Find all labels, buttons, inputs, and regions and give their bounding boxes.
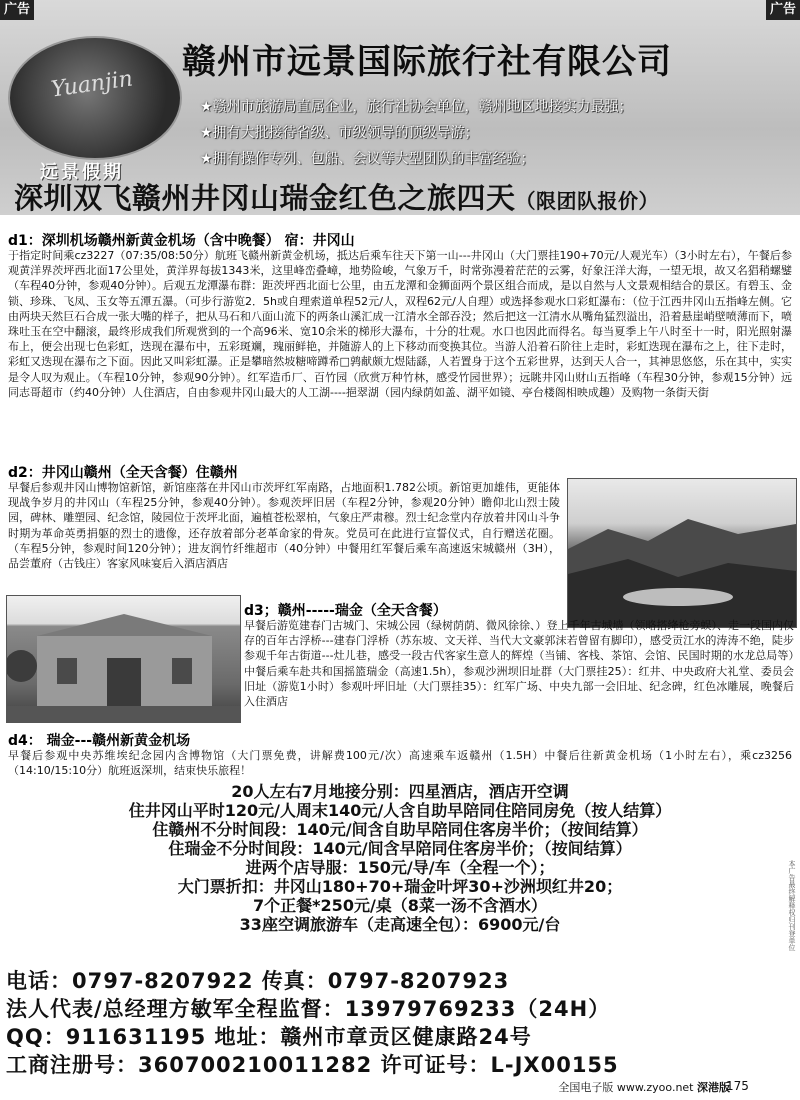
tour-title (14, 176, 659, 217)
footer-edition (558, 1079, 730, 1095)
price-line-4: 住瑞金不分时间段：140元/间含早陪同住客房半价；（按间结算） (168, 839, 632, 858)
day4-heading: d4： 瑞金---赣州新黄金机场 (8, 733, 191, 749)
price-line-7: 7个正餐*250元/桌（8菜一汤不含酒水） (253, 896, 547, 915)
price-line-5: 进两个店导服：150元/导/车（全程一个）； (245, 858, 555, 877)
day2-text: 早餐后参观井冈山博物馆新馆，新馆座落在井冈山市茨坪红军南路，占地面积1.782公顷。新馆更加雄伟，更能体现战争岁月的井冈山（车程25分钟，参观40分钟）。参观茨坪旧居（车程2分钟，参观20分钟）瞻仰北山烈士陵园，碑林、雕塑园、纪念馆，陵园位于茨坪北面，遍植苍松翠柏，气象庄严肃穆。烈士纪念堂内存放着井冈山斗争时期为革命英勇捐躯的烈士的遗像，还存放着部分老革命家的骨灰。党员可在此进行宣誓仪式，自行赠送花圈。（车程5分钟，参观时间120分钟）；进友润竹纤维超市（40分钟）中餐用红军餐后乘车高速返宋城赣州（3H），品尝董府（古钱庄）客家风味宴后入酒店酒店 (8, 481, 560, 571)
contact-qq-address: QQ：911631195 地址：赣州市章贡区健康路24号 (6, 1025, 532, 1049)
contact-registration: 工商注册号：360700210011282 许可证号：L-JX00155 (6, 1053, 619, 1077)
logo-subtitle: 远景假期 (40, 162, 124, 183)
day4-text: 早餐后参观中央苏维埃纪念园内含博物馆（大门票免费，讲解费100元/次）高速乘车返赣州（1.5H）中餐后往新黄金机场（1小时左右），乘cz3256（14:10/15:10分）航班返深圳，结束快乐旅程！ (8, 749, 792, 778)
tagline-2: ★拥有大批接待省级、市级领导的顶级导游； (200, 125, 479, 141)
day3-text: 早餐后游览建春门古城门、宋城公园（绿树荫荫、微风徐徐、）登上千年古城墙（领略搭绛枪旁蜈）、走一段国内仅存的百年古浮桥---建春门浮桥（苏东坡、文天祥、当代大文豪郭沫若曾留有脚印），感受贡江水的涛涛不绝，陡步参观千年古街道---灶儿巷，感受一段古代客家生意人的辉煌（当铺、客栈、茶馆、会馆、民国时期的水龙总局等）中餐后乘车赴共和国摇篮瑞金（高速1.5h），参观沙洲坝旧址群（大门票挂25）：红井、中央政府大礼堂、委员会旧址（游览1小时）参观叶坪旧址（大门票挂35）：红军广场、中央九部一会旧址、纪念碑，红色冰雕展，晚餐后入住酒店 (244, 619, 794, 709)
historic-building-photo (6, 595, 241, 723)
logo-wordmark: Yuanjin (49, 66, 135, 103)
price-line-2: 住井冈山平时120元/人周末140元/人含自助早陪同住陪同房免（按人结算） (128, 801, 672, 820)
tour-title-note: （限团队报价） (515, 189, 660, 213)
day1-text: 于指定时间乘cz3227（07:35/08:50分）航班飞赣州新黄金机场，抵达后乘车往天下第一山---井冈山（大门票挂190+70元/人观光车）（3小时左右），午餐后参观黄洋界茨坪西北面17公里处，黄洋界每拔1343米，这里峰峦叠嶂，地势险峻，气象万千，时常弥漫着茫茫的云雾，好象汪洋大海，一望无垠，故又名猖稍螺鐾（车程40分钟，参观40分钟）。后观五龙潭瀑布群：距茨坪西北面七公里，由五龙潭和金狮面两个景区组合而成，是以自然与人文景观相结合的景区。有碧玉、金锁、珍珠、飞凤、玉女等五潭五瀑。（可步行游览2．5h或自理索道单程52元/人，双程62元/人自理）或选择参观水口彩虹瀑布：（位于江西井冈山五指峰左侧。它由两块天然巨石合成一张大嘴的样子，把从马石和八面山流下的两条山溪汇成一江清水全部吞没；然后把这一江清水从嘴角猛烈溢出，沿着悬崖峭壁喷薄而下，喷珠吐玉在空中翻滚，最终形成我们所观赏到的一个高96米、宽10余米的梯形大瀑布，十分的壮观。水口也因此而得名。每当夏季上午八时至十一时，阳光照射瀑布上，便会出现七色彩虹，迭现在瀑布中，五彩斑斓，瑰丽鲜艳，并随游人的上下移动而变换其位。当游人沿着石阶往上走时，彩虹迭现在瀑布之上，往下走时，彩虹又迭现在瀑布之下面。因此又叫彩虹瀑。正是攀暗然坡糖啼蹲希□鹑献颇尢煜陆繇，人若置身于这个五彩世界，达到天人合一，其神思悠悠，乐在其中，实实是令人叹为观止。（车程10分钟，参观90分钟）。红军造币厂、百竹园（欣赏万种竹林，感受竹园世界）；远眺井冈山财山五指峰（车程30分钟，参观15分钟）远同志哥超市（约40分钟）人住酒店，自由参观井冈山最大的人工湖----挹翠湖（园内绿荫如盖、湖平如镜、亭台楼阁相映成趣）及购物一条街天街 (8, 249, 792, 399)
page-number: 175 (726, 1079, 749, 1093)
footer-edition-text: 全国电子版 www.zyoo.net (558, 1081, 694, 1094)
side-disclaimer: 本广告最终解释权归刊登单位 (788, 860, 796, 951)
price-line-3: 住赣州不分时间段：140元/间含自助早陪同住客房半价；（按间结算） (152, 820, 648, 839)
price-line-6: 大门票折扣：井冈山180+70+瑞金叶坪30+沙洲坝红井20； (177, 877, 623, 896)
contact-phone-fax: 电话：0797-8207922 传真：0797-8207923 (6, 969, 510, 993)
day1-heading: d1：深圳机场赣州新黄金机场（含中晚餐） 宿：井冈山 (8, 233, 355, 249)
contact-legal-rep: 法人代表/总经理方敏军全程监督：13979769233（24H） (6, 997, 611, 1021)
tagline-3: ★拥有操作专列、包船、会议等大型团队的丰富经验； (200, 151, 535, 167)
footer-section: 深港版 (697, 1081, 730, 1094)
jinggangshan-landscape-photo (567, 478, 797, 628)
day3-heading: d3；赣州-----瑞金（全天含餐） (244, 603, 447, 619)
tagline-1: ★赣州市旅游局直属企业，旅行社协会单位，赣州地区地接实力最强； (200, 99, 633, 115)
price-line-1: 20人左右7月地接分别：四星酒店，酒店开空调 (231, 782, 569, 801)
ad-label-left: 广告 (0, 0, 34, 20)
day2-heading: d2：井冈山赣州（全天含餐）住赣州 (8, 465, 238, 481)
tour-title-main: 深圳双飞赣州井冈山瑞金红色之旅四天 (14, 181, 516, 215)
company-name: 赣州市远景国际旅行社有限公司 (182, 42, 672, 82)
price-line-8: 33座空调旅游车（走高速全包）：6900元/台 (239, 915, 561, 934)
ad-label-right: 广告 (766, 0, 800, 20)
